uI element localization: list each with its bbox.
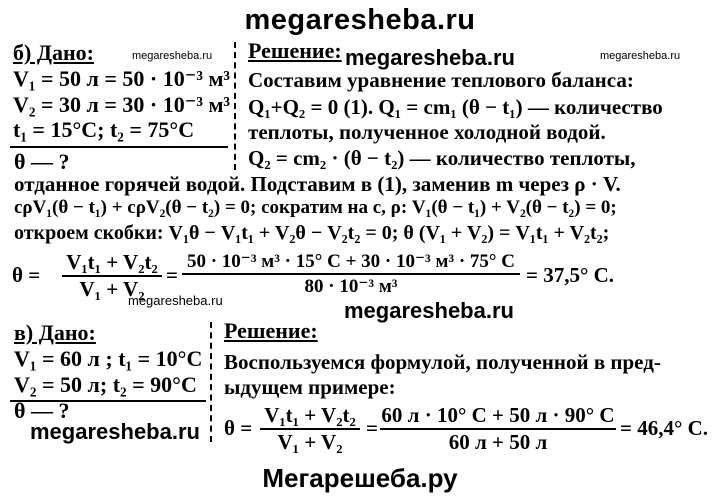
part-b-line-7: откроем скобки: V₁θ − V₁t₁ + V₂θ − V₂t₂ = 0; θ (V₁ + V₂) = V₁t₁ + V₂t₂;: [14, 222, 610, 244]
part-b-formula-fraction-2: [182, 250, 520, 298]
part-b-formula-den-1: V₁ + V₂: [79, 277, 145, 301]
part-b-solution-label: [248, 38, 342, 64]
part-b-formula-den-2: 80 · 10⁻³ м³: [304, 276, 398, 297]
part-c-formula-fraction-1: [260, 403, 360, 455]
watermark-small-3: megaresheba.ru: [128, 293, 223, 308]
part-b-find: θ — ?: [14, 149, 70, 174]
part-c-formula-den-1: V₁ + V₂: [277, 430, 343, 454]
part-b-formula-result: = 37,5° C.: [526, 263, 615, 287]
part-c-solution-label: [224, 318, 318, 344]
part-c-formula-fraction-2: [380, 403, 616, 455]
part-c-formula-lhs: θ =: [224, 416, 253, 440]
part-c-line-2: ыдущем примере:: [224, 375, 396, 399]
part-b-given-3: t₁ = 15°C; t₂ = 75°C: [13, 117, 195, 142]
part-b-column-divider: [234, 42, 236, 170]
part-c-formula-result: = 46,4° C.: [620, 416, 709, 440]
part-c-given-1: V₁ = 60 л ; t₁ = 10°C: [14, 346, 203, 371]
part-b-formula-eq: =: [166, 263, 178, 287]
part-b-solution-label-text: Решение:: [248, 38, 342, 63]
part-c-given-2: V₂ = 50 л; t₂ = 90°C: [14, 372, 197, 397]
part-b-given-divider: [10, 146, 228, 148]
watermark-big-1: megaresheba.ru: [345, 45, 515, 70]
part-b-line-1: Составим уравнение теплового баланса:: [248, 68, 634, 92]
part-c-formula-den-2: 60 л + 50 л: [448, 430, 548, 454]
part-c-label-text: в) Дано:: [14, 320, 96, 345]
part-c-column-divider: [210, 322, 212, 442]
part-b-given-1: V₁ = 50 л = 50 · 10⁻³ м³: [13, 66, 231, 91]
part-b-line-3: теплоты, полученное холодной водой.: [248, 120, 606, 144]
site-footer: Мегарешеба.ру: [262, 463, 458, 493]
part-b-formula-lhs: θ =: [12, 263, 41, 287]
part-b-line-5: отданное горячей водой. Подставим в (1), заменив m через ρ · V.: [14, 172, 621, 196]
watermark-big-2: megaresheba.ru: [344, 298, 514, 323]
watermark-small-2: megaresheba.ru: [600, 50, 681, 62]
part-b-given-2: V₂ = 30 л = 30 · 10⁻³ м³: [13, 92, 231, 117]
part-c-find: θ — ?: [14, 398, 70, 423]
part-c-formula-num-2: 60 л · 10° C + 50 л · 90° C: [381, 403, 615, 427]
part-b-label-text: б) Дано:: [13, 40, 94, 65]
part-c-formula-num-1: V₁t₁ + V₂t₂: [264, 403, 356, 427]
part-b-line-6: cρV₁(θ − t₁) + cρV₂(θ − t₂) = 0; сократим на c, ρ: V₁(θ − t₁) + V₂(θ − t₂) = 0;: [14, 197, 617, 218]
part-c-label: [14, 320, 96, 346]
part-b-line-4: Q₂ = cm₂ · (θ − t₂) — количество теплоты,: [248, 146, 636, 170]
part-b-formula-num-1: V₁t₁ + V₂t₂: [66, 250, 158, 274]
part-b-formula-num-2: 50 · 10⁻³ м³ · 15° C + 30 · 10⁻³ м³ · 75° C: [186, 251, 516, 272]
part-b-line-2: Q₁+Q₂ = 0 (1). Q₁ = cm₁ (θ − t₁) — количество: [248, 95, 663, 119]
part-c-formula-eq: =: [366, 416, 378, 440]
part-c-line-1: Воспользуемся формулой, полученной в пред-: [224, 350, 661, 374]
part-c-solution-label-text: Решение:: [224, 318, 318, 343]
site-title: megaresheba.ru: [244, 4, 476, 36]
watermark-small-1: megaresheba.ru: [132, 50, 213, 62]
watermark-big-3: megaresheba.ru: [30, 419, 200, 444]
part-b-label: [13, 40, 94, 66]
